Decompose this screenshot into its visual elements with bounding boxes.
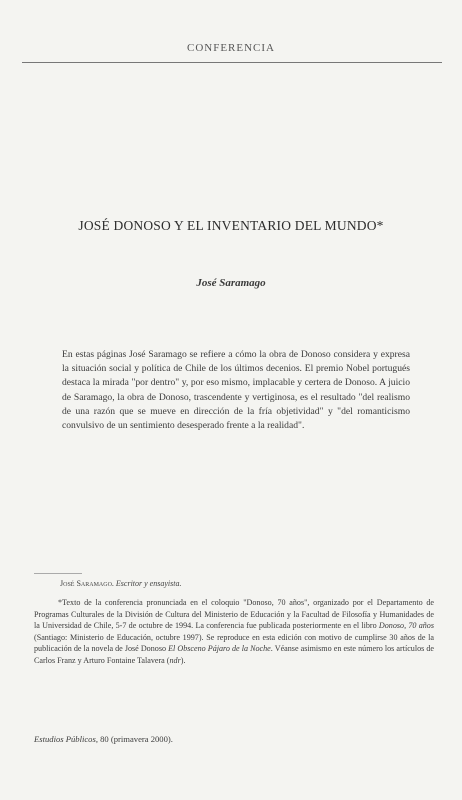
footnote-editor-note: ndr — [169, 655, 181, 665]
journal-citation — [34, 734, 173, 744]
footnote-text-d: ). — [180, 655, 186, 665]
header-rule — [22, 62, 442, 63]
journal-issue: , 80 (primavera 2000). — [95, 734, 173, 744]
journal-name: Estudios Públicos — [34, 734, 96, 744]
footnote-text-b: (Santiago: Ministerio de Educación, octubre 1997). Se reproduce en esta edición con motivo de cumplirse 30 años de la publicación de la novela de José Donoso — [34, 632, 434, 653]
conference-footnote — [34, 597, 434, 666]
footnote-rule — [34, 573, 82, 574]
article-title: JOSÉ DONOSO Y EL INVENTARIO DEL MUNDO* — [78, 218, 384, 233]
author-footnote-name: José Saramago. — [60, 579, 114, 588]
footnote-book-title-2: El Obsceno Pájaro de la Noche — [168, 644, 271, 653]
section-label: CONFERENCIA — [186, 42, 275, 54]
article-abstract: En estas páginas José Saramago se refiere a cómo la obra de Donoso considera y expresa la situación social y política de Chile de los últimos decenios. El premio Nobel portugués destaca la mirada "por dentro" y, por eso mismo, implacable y certera de Donoso. A juicio de Saramago, la obra de Donoso, trascendente y vertiginosa, es el resultado "del realismo de una razón que se mueve en dirección de la fría objetividad" y "del romanticismo convulsivo de un sentimiento desesperado frente a la realidad". — [62, 349, 410, 432]
author-footnote — [60, 579, 181, 588]
author-footnote-role: Escritor y ensayista. — [113, 579, 182, 588]
footnote-book-title-1: Donoso, 70 años — [378, 621, 434, 630]
article-author: José Saramago — [196, 277, 266, 289]
footnote-text-c: . Véanse asimismo en este número los artículos de Carlos Franz y Arturo Fontaine Talavera ( — [34, 644, 434, 665]
footnote-text-a: *Texto de la conferencia pronunciada en el coloquio "Donoso, 70 años", organizado por el Departamento de Programas Culturales de la División de Cultura del Ministerio de Educación y la Facultad de Filosofía y Humanidades de la Universidad de Chile, 5-7 de octubre de 1994. La conferencia fue publicada posteriormente en el libro — [34, 598, 434, 630]
